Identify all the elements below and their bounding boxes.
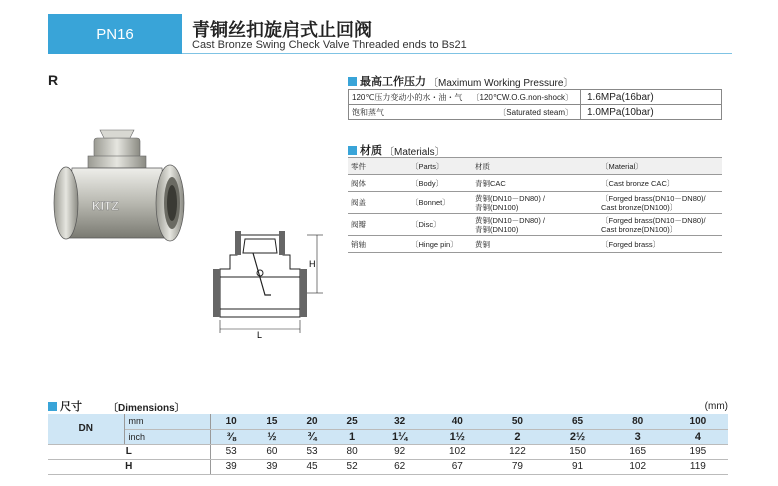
height-value: 102 [608,459,668,474]
material-en-header: 〔Material〕 [598,158,722,175]
height-row-label: H [48,459,210,474]
pressure-table [348,89,722,120]
part-en: 〔Hinge pin〕 [408,236,472,253]
height-value: 62 [372,459,427,474]
height-value: 45 [292,459,332,474]
length-value: 53 [292,444,332,459]
length-value: 102 [427,444,487,459]
pressure-section-title [348,73,573,89]
dimensions-table [48,414,728,475]
material-cn: 青铜CAC [472,175,598,192]
size-inch: ⅜ [210,429,252,444]
pressure-class-badge: PN16 [48,14,182,54]
material-en [598,192,722,214]
table-row [348,175,722,192]
pressure-title-en: 〔Maximum Working Pressure〕 [428,77,574,89]
part-en: 〔Body〕 [408,175,472,192]
size-inch: 1½ [427,429,487,444]
material-cn-line: 黄铜(DN10－DN80) / [475,193,546,203]
size-inch: 1 [332,429,372,444]
length-value: 53 [210,444,252,459]
page-header [0,14,778,54]
length-value: 60 [252,444,292,459]
size-mm: 20 [292,414,332,429]
materials-title-cn: 材质 [360,144,382,157]
part-en: 〔Disc〕 [408,214,472,236]
table-row [48,459,728,474]
size-inch: 2½ [548,429,608,444]
condition-cn: 饱和蒸气 [352,107,384,117]
material-cn [472,192,598,214]
inch-label: inch [124,429,210,444]
size-mm: 100 [668,414,728,429]
size-inch: ½ [252,429,292,444]
length-value: 122 [487,444,547,459]
material-en-line: 〔Forged brass(DN10－DN80)/ [601,193,706,203]
pressure-title-cn: 最高工作压力 [360,75,426,88]
part-en-header: 〔Parts〕 [408,158,472,175]
section-marker-icon [348,77,357,86]
material-en-line: Cast bronze(DN100)〕 [601,202,678,212]
material-en: 〔Cast bronze CAC〕 [598,175,722,192]
dn-label: DN [48,414,124,444]
section-marker-icon [348,146,357,155]
height-value: 119 [668,459,728,474]
table-row [48,444,728,459]
length-value: 195 [668,444,728,459]
materials-title-en: 〔Materials〕 [384,146,445,158]
section-marker-icon [48,402,57,411]
size-inch: 1¼ [372,429,427,444]
material-cn: 黄铜 [472,236,598,253]
size-mm: 65 [548,414,608,429]
part-cn: 阀瓣 [348,214,408,236]
valve-logo: KITZ [92,199,119,213]
size-mm: 15 [252,414,292,429]
table-row [48,414,728,429]
length-value: 92 [372,444,427,459]
size-mm: 25 [332,414,372,429]
material-cn-line: 青铜(DN100) [475,202,519,212]
table-row [349,90,722,105]
valve-photo [52,128,187,268]
material-cn-header: 材质 [472,158,598,175]
height-label: H [309,259,316,269]
model-code: R [48,72,59,88]
length-value: 80 [332,444,372,459]
material-cn [472,214,598,236]
material-en-line: 〔Forged brass(DN10－DN80)/ [601,215,706,225]
material-en [598,214,722,236]
size-mm: 50 [487,414,547,429]
size-mm: 32 [372,414,427,429]
length-value: 165 [608,444,668,459]
dimensions-title-en: 〔Dimensions〕 [108,402,185,414]
size-mm: 10 [210,414,252,429]
dimensions-unit: (mm) [704,400,728,412]
page-title-cn: 青铜丝扣旋启式止回阀 [192,20,372,41]
material-cn-line: 青铜(DN100) [475,224,519,234]
size-mm: 40 [427,414,487,429]
material-en: 〔Forged brass〕 [598,236,722,253]
material-en-line: Cast bronze(DN100)〕 [601,224,678,234]
size-mm: 80 [608,414,668,429]
table-row [348,192,722,214]
pressure-condition [349,90,581,105]
page-title-en: Cast Bronze Swing Check Valve Threaded ends to Bs21 [192,39,467,51]
dimensions-title-cn: 尺寸 [60,400,82,413]
size-inch: 3 [608,429,668,444]
length-value: 150 [548,444,608,459]
size-inch: ¾ [292,429,332,444]
condition-en: 〔Saturated steam〕 [498,107,573,117]
length-row-label: L [48,444,210,459]
dimensions-section-title [48,398,728,414]
height-value: 79 [487,459,547,474]
part-cn: 阀盖 [348,192,408,214]
height-value: 91 [548,459,608,474]
table-header-row [348,158,722,175]
table-row [348,236,722,253]
height-value: 39 [210,459,252,474]
part-cn: 阀体 [348,175,408,192]
materials-section-title [348,142,445,158]
table-row [48,429,728,444]
part-cn-header: 零件 [348,158,408,175]
table-row [348,214,722,236]
height-value: 39 [252,459,292,474]
height-value: 67 [427,459,487,474]
header-divider [182,53,732,54]
length-label: L [257,330,263,340]
size-inch: 4 [668,429,728,444]
size-inch: 2 [487,429,547,444]
condition-cn: 120℃压力变动小的水・油・气 [352,92,463,102]
mm-label: mm [124,414,210,429]
pressure-condition [349,105,581,120]
pressure-value: 1.0MPa(10bar) [581,105,722,120]
part-cn: 销轴 [348,236,408,253]
material-cn-line: 黄铜(DN10－DN80) / [475,215,546,225]
height-value: 52 [332,459,372,474]
table-row [349,105,722,120]
materials-table [348,157,722,253]
condition-en: 〔120℃W.O.G.non-shock〕 [471,92,573,102]
valve-dimension-drawing [205,225,335,340]
part-en: 〔Bonnet〕 [408,192,472,214]
pressure-value: 1.6MPa(16bar) [581,90,722,105]
